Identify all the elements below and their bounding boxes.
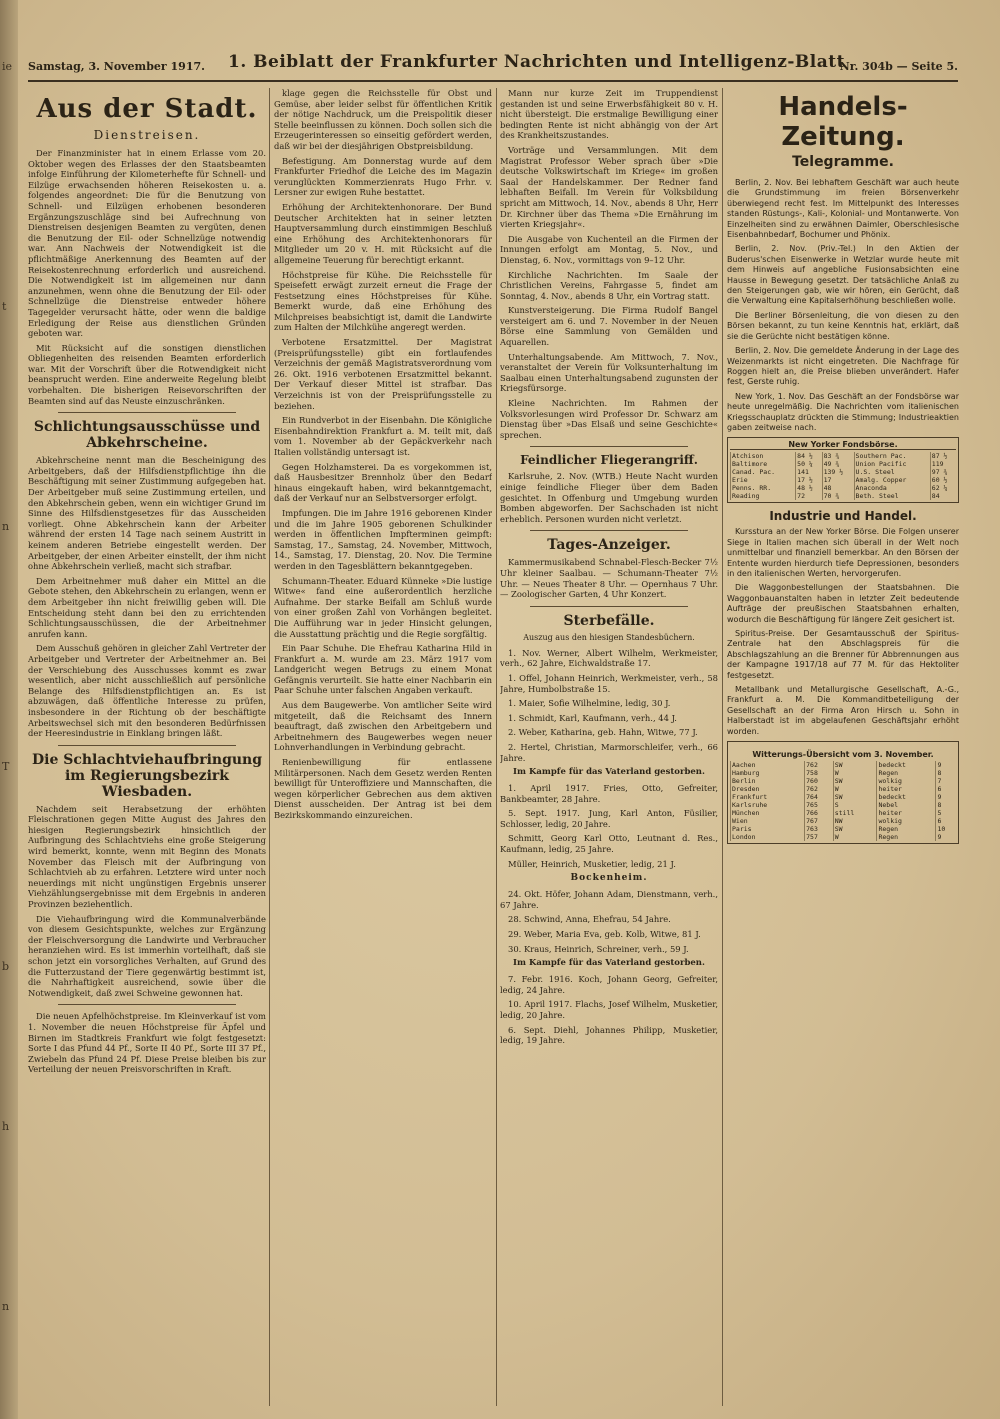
- header-date: Samstag, 3. November 1917.: [28, 60, 205, 73]
- table-cell: Reading: [731, 492, 796, 500]
- table-row: [731, 452, 957, 460]
- article-paragraph: Berlin, 2. Nov. (Priv.-Tel.) In den Aktien der Buderus'schen Eisenwerke in Wetzlar wurde heute mit dem Hinweis auf angebliche Fusionsabsichten eine Hausse in Bewegung gesetzt. Der tatsächliche Anlaß zu den Steigerungen gab, wie wir hören, ein Gerücht, daß die Verwaltung eine Kapitalserhöhung beschließen wolle.: [727, 244, 959, 306]
- list-item: 2. Weber, Katharina, geb. Hahn, Witwe, 77 J.: [508, 727, 698, 738]
- table-cell: 766: [805, 809, 834, 817]
- table-cell: 48: [822, 484, 854, 492]
- article-paragraph: Dem Ausschuß gehören in gleicher Zahl Vertreter der Arbeitgeber und Vertreter der Arbeitnehmer an. Bei der Verschiebung des Ausschusses kommt es zwar wesentlich, aber nicht ausschließlich auf persönliche Belange des Hilfsdienstpflichtigen an. Es ist abzuwägen, daß öffentliche Interesse zu prüfen, insbesondere in der Richtung ob der beschäftigte Arbeitswechsel sich mit den besonderen Bedürfnissen der Heeresindustrie in Einklang bringen läßt.: [28, 643, 266, 739]
- article-paragraph: Höchstpreise für Kühe. Die Reichsstelle für Speisefett erwägt zurzeit erneut die Frage der Festsetzung eines Höchstpreises für Kühe. Bemerkt wurde, daß eine Erhöhung des Milchpreises beabsichtigt ist, damit die Landwirte zum Halten der Milchkühe angeregt werden.: [274, 269, 492, 333]
- header-title: 1. Beiblatt der Frankfurter Nachrichten und Intelligenz-Blatt: [228, 52, 845, 72]
- table-cell: Karlsruhe: [731, 801, 805, 809]
- list-item: 2. Hertel, Christian, Marmorschleifer, verh., 66 Jahre.: [500, 741, 718, 763]
- table-cell: Canad. Pac.: [731, 468, 796, 476]
- table-row: [731, 484, 957, 492]
- list-item: 1. Offel, Johann Heinrich, Werkmeister, verh., 58 Jahre, Humbolbstraße 15.: [500, 672, 718, 694]
- list-item: Schmitt, Georg Karl Otto, Leutnant d. Res., Kaufmann, ledig, 25 Jahre.: [500, 833, 718, 855]
- weather-table-grid: [730, 761, 956, 841]
- list-item: 1. Schmidt, Karl, Kaufmann, verh., 44 J.: [508, 712, 677, 723]
- table-cell: heiter: [877, 785, 936, 793]
- table-cell: W: [833, 769, 877, 777]
- article-paragraph: klage gegen die Reichsstelle für Obst und Gemüse, aber leider selbst für öffentlichen Kritik der nötige Nachdruck, um die Preispolitik dieser Stelle beeinflussen zu können. Doch sollen sich die Erzeugerinteressen so einseitig gefördert werden, daß wir bei der diesjährigen Obstpreisbildung.: [274, 88, 492, 151]
- article-paragraph: Die Viehaufbringung wird die Kommunalverbände von diesem Gesichtspunkte, welches zur Ergänzung der Fleischversorgung die Landwirte und Verbraucher heranziehen wird. Es ist immerhin vorteilhaft, daß sie schon jetzt ein vorsorgliches Verhalten, auf Grund des die Futterzustand der Tiere gegenwärtig bestimmt ist, die Nahrhaftigkeit ausreichend, sowie über die Notwendigkeit, daß zwei Schweine gewonnen hat.: [28, 913, 266, 998]
- article-headline: Feindlicher Fliegerangriff.: [520, 453, 698, 468]
- table-cell: Dresden: [731, 785, 805, 793]
- table-cell: 5: [936, 809, 956, 817]
- table-cell: 767: [805, 817, 834, 825]
- table-cell: Southern Pac.: [854, 452, 930, 460]
- list-subheading: Bockenheim.: [570, 873, 648, 884]
- list-item: 1. Maier, Sofie Wilhelmine, ledig, 30 J.: [508, 698, 671, 709]
- article-paragraph: Ein Paar Schuhe. Die Ehefrau Katharina Hild in Frankfurt a. M. wurde am 23. März 1917 vom Landgericht wegen Betrugs zu einem Monat Gefängnis verurteilt. Sie hatte einer Nachbarin ein Paar Schuhe unter falschen Angaben verkauft.: [274, 643, 492, 696]
- article-paragraph: Dem Arbeitnehmer muß daher ein Mittel an die Gebote stehen, den Abkehrschein zu erlangen, wenn er dem Arbeitgeber ihn nicht freiwillig geben will. Die Entscheidung steht dann bei den zu errichtenden Schlichtungsausschüssen, die der Arbeitnehmer anrufen kann.: [28, 575, 266, 639]
- table-cell: Hamburg: [731, 769, 805, 777]
- table-cell: 8: [936, 769, 956, 777]
- table-row: [731, 809, 957, 817]
- table-cell: 9: [936, 761, 956, 769]
- table-cell: 62 ¼: [930, 484, 956, 492]
- table-row: [731, 769, 957, 777]
- table-row: [731, 476, 957, 484]
- table-cell: 6: [936, 785, 956, 793]
- article-paragraph: Mit Rücksicht auf die sonstigen dienstlichen Obliegenheiten des reisenden Beamten erforderlich war. Mit der Vorschrift über die Rotwendigkeit nicht beansprucht werden. Eine anderweite Regelung bleibt vorbehalten. Die bisherigen Reisevorschriften der Beamten sind auf das Neuste einzuschränken.: [28, 342, 266, 406]
- divider: [530, 606, 688, 607]
- table-cell: 760: [805, 777, 834, 785]
- article-paragraph: Impfungen. Die im Jahre 1916 geborenen Kinder und die im Jahre 1905 geborenen Schulkinder werden in öffentlichen Impfterminen geimpft: Samstag, 17., Samstag, 24. November, Mittwoch, 14., Samstag, 17. Dienstag, 20. Nov. Die Termine werden in den Tagesblättern bekanntgegeben.: [274, 507, 492, 571]
- table-row: [731, 833, 957, 841]
- gutter-mark: n: [2, 1300, 10, 1313]
- table-cell: Nebel: [877, 801, 936, 809]
- table-cell: 139 ½: [822, 468, 854, 476]
- column-rule: [722, 88, 723, 1406]
- list-item: 28. Schwind, Anna, Ehefrau, 54 Jahre.: [508, 914, 671, 925]
- article-paragraph: Kunstversteigerung. Die Firma Rudolf Bangel versteigert am 6. und 7. November in der Neuen Börse eine Sammlung von Gemälden und Aquarellen.: [500, 305, 718, 348]
- list-subheading: Im Kampfe für das Vaterland gestorben.: [513, 767, 705, 778]
- table-cell: 17: [822, 476, 854, 484]
- divider: [58, 412, 236, 413]
- table-cell: Erie: [731, 476, 796, 484]
- article-paragraph: Nachdem seit Herabsetzung der erhöhten Fleischrationen gegen Mitte August des Jahres den hiesigen Regierungsbezirk hinsichtlich der Aufbringung des Schlachtviehs eine große Steigerung wird bemerkt, konnte, wenn mit Beginn des Monats November das Fleisch mit der Aufbringung von Schlachtvieh ab zu erfahren. Letztere wird unter noch neuerdings mit nicht ungünstigen Ergebnis unserer Viehzählungsergebnisse mit dem Ergebnis in anderen Provinzen beziehentlich.: [28, 803, 266, 910]
- gutter-mark: t: [2, 300, 7, 313]
- article-paragraph: Abkehrscheine nennt man die Bescheinigung des Arbeitgebers, daß der Hilfsdienstpflichtige ihn die Beschäftigung mit seiner Zustimmung aufgegeben hat. Der Arbeitgeber muß seine Zustimmung erteilen, und den Abkehrschein geben, wenn ein wichtiger Grund im Sinne des Hilfsdienstgesetzes für das Ausscheiden vorliegt. Ohne Abkehrschein kann der Arbeiter während der ersten 14 Tage nach seinem Austritt in keinem anderen Betriebe eingestellt werden. Der Arbeitgeber, der einen Arbeiter einstellt, der ihm nicht ohne Abkehrschein verließ, macht sich strafbar.: [28, 455, 266, 572]
- table-cell: W: [833, 833, 877, 841]
- article-paragraph: Erhöhung der Architektenhonorare. Der Bund Deutscher Architekten hat in seiner letzten Hauptversammlung durch einstimmigen Beschluß eine Erhöhung des Architektenhonorars für Mitglieder um 20 v. H. mit Rücksicht auf die allgemeine Teuerung für berechtigt erkannt.: [274, 201, 492, 265]
- table-cell: 49 ¾: [822, 460, 854, 468]
- table-cell: 10: [936, 825, 956, 833]
- table-cell: wolkig: [877, 777, 936, 785]
- article-paragraph: Aus dem Baugewerbe. Von amtlicher Seite wird mitgeteilt, daß die Reichsamt des Innern beauftragt, daß zwischen den Arbeitgebern und Arbeitnehmern des Baugewerbes wegen neuer Lohnverhandlungen in Verbindung gebracht.: [274, 700, 492, 753]
- article-paragraph: Ein Rundverbot in der Eisenbahn. Die Königliche Eisenbahndirektion Frankfurt a. M. teilt mit, daß vom 1. November ab der Gepäckverkehr nach Italien vollständig untersagt ist.: [274, 415, 492, 457]
- table-cell: 48 ½: [796, 484, 822, 492]
- table-row: [731, 817, 957, 825]
- table-cell: 72: [796, 492, 822, 500]
- table-cell: London: [731, 833, 805, 841]
- table-cell: SW: [833, 793, 877, 801]
- table-cell: 7: [936, 777, 956, 785]
- binding-gutter: [0, 0, 18, 1419]
- list-item: 30. Kraus, Heinrich, Schreiner, verh., 59 J.: [508, 943, 689, 954]
- section-subtitle: Dienstreisen.: [93, 128, 201, 142]
- list-item: 24. Okt. Höfer, Johann Adam, Dienstmann, verh., 67 Jahre.: [500, 889, 718, 910]
- article-paragraph: Kursstura an der New Yorker Börse. Die Folgen unserer Siege in Italien machen sich überall in der Welt noch unmittelbar und finanziell bemerkbar. An den Börsen der Entente wurden hierdurch tiefe Depressionen, besonders in den italienischen Werten, hervorgerufen.: [727, 527, 959, 578]
- article-headline: Tages-Anzeiger.: [547, 537, 671, 554]
- divider: [58, 1004, 236, 1005]
- column-rule: [269, 88, 270, 1406]
- article-paragraph: Berlin, 2. Nov. Die gemeldete Änderung in der Lage des Weizenmarkts ist nicht eingetreten. Die Nachfrage für Roggen hielt an, die Preise blieben unverändert. Hafer fest, Gerste ruhig.: [727, 346, 959, 387]
- list-subheading: Im Kampfe für das Vaterland gestorben.: [513, 958, 705, 969]
- stock-table-grid: [730, 452, 956, 500]
- divider: [58, 745, 236, 746]
- table-row: [731, 492, 957, 500]
- article-paragraph: Berlin, 2. Nov. Bei lebhaftem Geschäft war auch heute die Grundstimmung im freien Börsenverkehr überwiegend recht fest. Im Mittelpunkt des Interesses standen Rüstungs-, Kali-, Kolonial- und Montanwerte. Von Einzelheiten sind zu erwähnen Daimler, Oberschlesische Eisenbahnbedarf, Bochumer und Phönix.: [727, 178, 959, 240]
- article-paragraph: Kleine Nachrichten. Im Rahmen der Volksvorlesungen wird Professor Dr. Schwarz am Dienstag über »Das Elsaß und seine Geschichte« sprechen.: [500, 398, 718, 440]
- table-cell: 83 ¾: [822, 452, 854, 460]
- weather-table: [727, 741, 959, 844]
- article-paragraph: Spiritus-Preise. Der Gesamtausschuß der Spiritus-Zentrale hat den Abschlagspreis für die Abschlagszahlung an die Brenner für Abbrennungen aus der Kampagne 1917/18 auf 77 M. für das Hektoliter festgesetzt.: [727, 629, 959, 680]
- table-cell: 9: [936, 793, 956, 801]
- column-2: [274, 88, 492, 1406]
- table-cell: SW: [833, 777, 877, 785]
- table-cell: Frankfurt: [731, 793, 805, 801]
- list-item: 29. Weber, Maria Eva, geb. Kolb, Witwe, 81 J.: [508, 929, 701, 940]
- table-cell: 17 ½: [796, 476, 822, 484]
- list-intro: Auszug aus den hiesigen Standesbüchern.: [523, 632, 695, 642]
- article-headline: Die Schlachtviehaufbringung im Regierungsbezirk Wiesbaden.: [31, 751, 263, 800]
- header-issue: Nr. 304b — Seite 5.: [839, 60, 958, 73]
- table-title: Witterungs-Übersicht vom 3. November.: [752, 750, 934, 760]
- table-cell: still: [833, 809, 877, 817]
- gutter-mark: ie: [2, 60, 13, 73]
- table-cell: Wien: [731, 817, 805, 825]
- article-paragraph: Mann nur kurze Zeit im Truppendienst gestanden ist und seine Erwerbsfähigkeit 80 v. H. nicht übersteigt. Die erstmalige Bewilligung einer bedingten Rente ist nicht abhängig von der Art des Krankheitszustandes.: [500, 88, 718, 141]
- article-paragraph: Renienbewilligung für entlassene Militärpersonen. Nach dem Gesetz werden Renten bewilligt für Unteroffiziere und Mannschaften, die wegen körperlicher Gebrechen aus dem aktiven Dienst ausscheiden. Der Antrag ist bei dem Bezirkskommando einzureichen.: [274, 757, 492, 820]
- table-row: [731, 825, 957, 833]
- table-cell: Anaconda: [854, 484, 930, 492]
- section-title: Aus der Stadt.: [36, 94, 258, 124]
- divider: [530, 446, 688, 447]
- article-headline: Industrie und Handel.: [769, 509, 917, 524]
- list-item: 1. April 1917. Fries, Otto, Gefreiter, Bankbeamter, 28 Jahre.: [500, 783, 718, 804]
- table-cell: 765: [805, 801, 834, 809]
- table-cell: bedeckt: [877, 793, 936, 801]
- table-cell: heiter: [877, 809, 936, 817]
- table-row: [731, 777, 957, 785]
- table-title: New Yorker Fondsbörse.: [730, 440, 956, 450]
- column-3: [500, 88, 718, 1406]
- table-cell: 60 ½: [930, 476, 956, 484]
- table-cell: 758: [805, 769, 834, 777]
- table-row: [731, 793, 957, 801]
- list-item: 7. Febr. 1916. Koch, Johann Georg, Gefreiter, ledig, 24 Jahre.: [500, 974, 718, 995]
- divider: [530, 530, 688, 531]
- article-paragraph: Verbotene Ersatzmittel. Der Magistrat (Preisprüfungsstelle) gibt ein fortlaufendes Verzeichnis der gemäß Magistratsverordnung vom 26. Okt. 1916 verbotenen Ersatzmittel bekannt. Der Verkauf dieser Mittel ist strafbar. Das Verzeichnis ist von der Preisprüfungsstelle zu beziehen.: [274, 337, 492, 411]
- table-cell: 757: [805, 833, 834, 841]
- gutter-mark: n: [2, 520, 10, 533]
- table-cell: Paris: [731, 825, 805, 833]
- table-cell: Aachen: [731, 761, 805, 769]
- table-cell: Beth. Steel: [854, 492, 930, 500]
- article-paragraph: Metallbank und Metallurgische Gesellschaft, A.-G., Frankfurt a. M. Die Kommanditbeteiligung der Gesellschaft an der Firma Aron Hirsch u. Sohn in Halberstadt ist im abgelaufenen Geschäftsjahr erhöht worden.: [727, 685, 959, 736]
- table-cell: 70 ¾: [822, 492, 854, 500]
- table-cell: 764: [805, 793, 834, 801]
- list-item: 1. Nov. Werner, Albert Wilhelm, Werkmeister, verh., 62 Jahre, Eichwaldstraße 17.: [500, 647, 718, 669]
- article-paragraph: Vorträge und Versammlungen. Mit dem Magistrat Professor Weber sprach über »Die deutsche Volkswirtschaft im Kriege« im großen Saal der Handelskammer. Der Redner fand lebhaften Beifall. Im Verein für Volksbildung spricht am Mittwoch, 14. Nov., abends 8 Uhr, Herr Dr. Kirchner über das Thema »Die Ernährung im vierten Kriegsjahr«.: [500, 144, 718, 230]
- table-row: [731, 460, 957, 468]
- table-cell: Regen: [877, 825, 936, 833]
- table-cell: München: [731, 809, 805, 817]
- section-subtitle: Telegramme.: [792, 154, 894, 170]
- stock-table: [727, 437, 959, 503]
- table-cell: 84: [930, 492, 956, 500]
- article-paragraph: Der Finanzminister hat in einem Erlasse vom 20. Oktober wegen des Erlasses der den Staatsbeamten infolge Einführung der Kilometerhefte für Schnell- und Eilzüge erwachsenden höheren Reisekosten u. a. folgendes angeordnet: Die für die Benutzung von Schnell- und Eilzügen erhobenen besonderen Ergänzungszuschläge sind bei Aufrechnung von Dienstreisen desjenigen Beamten zu vergüten, denen die Benutzung der Eil- oder Schnellzüge notwendig war. Ann Nachweis der Notwendigkeit ist die pflichtmäßige Anerkennung des Beamten auf der Reisekostenrechnung erforderlich und ausreichend. Die Notwendigkeit ist im allgemeinen nur dann anzunehmen, wenn ohne die Benutzung der Eil- oder Schnellzüge die Dienstreise entweder höhere Tagegelder verursacht hätte, oder wenn die baldige Erledigung der Reise aus dienstlichen Gründen geboten war.: [28, 148, 266, 339]
- table-cell: wolkig: [877, 817, 936, 825]
- table-cell: 763: [805, 825, 834, 833]
- table-cell: U.S. Steel: [854, 468, 930, 476]
- table-cell: Amalg. Copper: [854, 476, 930, 484]
- table-cell: SW: [833, 825, 877, 833]
- list-item: Müller, Heinrich, Musketier, ledig, 21 J.: [508, 858, 676, 869]
- article-paragraph: Kirchliche Nachrichten. Im Saale der Christlichen Vereins, Fahrgasse 5, findet am Sonntag, 4. Nov., abends 8 Uhr, ein Vortrag statt.: [500, 269, 718, 301]
- column-1: [28, 88, 266, 1406]
- table-cell: Atchison: [731, 452, 796, 460]
- table-cell: W: [833, 785, 877, 793]
- table-cell: SW: [833, 761, 877, 769]
- gutter-mark: h: [2, 1120, 10, 1133]
- table-cell: 6: [936, 817, 956, 825]
- article-paragraph: Die Waggonbestellungen der Staatsbahnen. Die Waggonbauanstalten haben in letzter Zeit bedeutende Aufträge der preußischen Staatsbahnen erhalten, wodurch die Beschäftigung für längere Zeit gesichert ist.: [727, 583, 959, 624]
- list-item: 6. Sept. Diehl, Johannes Philipp, Musketier, ledig, 19 Jahre.: [500, 1024, 718, 1046]
- article-paragraph: Die Ausgabe von Kuchenteil an die Firmen der Innungen erfolgt am Montag, 5. Nov., und Dienstag, 6. Nov., vormittags von 9–12 Uhr.: [500, 233, 718, 265]
- page-header: [28, 52, 958, 82]
- section-title: Handels-Zeitung.: [778, 92, 908, 152]
- table-cell: 87 ½: [930, 452, 956, 460]
- table-cell: NW: [833, 817, 877, 825]
- gutter-mark: T: [2, 760, 10, 773]
- gutter-mark: b: [2, 960, 10, 973]
- article-paragraph: Befestigung. Am Donnerstag wurde auf dem Frankfurter Friedhof die Leiche des im Magazin verunglückten Kommerzienrats Hugo Frhr. v. Lersner zur ewigen Ruhe bestattet.: [274, 155, 492, 198]
- table-cell: 9: [936, 833, 956, 841]
- table-cell: Regen: [877, 833, 936, 841]
- table-cell: 762: [805, 785, 834, 793]
- article-headline: Schlichtungsausschüsse und Abkehrscheine.: [33, 419, 261, 452]
- table-cell: 97 ¾: [930, 468, 956, 476]
- table-cell: 50 ¼: [796, 460, 822, 468]
- article-paragraph: Gegen Holzhamsterei. Da es vorgekommen ist, daß Hausbesitzer Brennholz über den Bedarf hinaus eingekauft haben, wird bekanntgemacht, daß der Verkauf nur an Selbstversorger erfolgt.: [274, 461, 492, 504]
- table-cell: 141: [796, 468, 822, 476]
- table-row: [731, 801, 957, 809]
- table-cell: S: [833, 801, 877, 809]
- table-row: [731, 468, 957, 476]
- column-4: [727, 88, 959, 1406]
- table-cell: Baltimore: [731, 460, 796, 468]
- table-cell: 8: [936, 801, 956, 809]
- article-paragraph: Unterhaltungsabende. Am Mittwoch, 7. Nov., veranstaltet der Verein für Volksunterhaltung im Saalbau einen Unterhaltungsabend zugunsten der Kriegsfürsorge.: [500, 351, 718, 394]
- column-rule: [496, 88, 497, 1406]
- list-item: 5. Sept. 1917. Jung, Karl Anton, Füsilier, Schlosser, ledig, 20 Jahre.: [500, 808, 718, 829]
- table-cell: Penns. RR.: [731, 484, 796, 492]
- article-paragraph: Kammermusikabend Schnabel-Flesch-Becker 7½ Uhr kleiner Saalbau. — Schumann-Theater 7½ Uhr. — Neues Theater 8 Uhr. — Opernhaus 7 Uhr. — Zoologischer Garten, 4 Uhr Konzert.: [500, 557, 718, 600]
- table-cell: Regen: [877, 769, 936, 777]
- article-headline: Sterbefälle.: [563, 612, 655, 629]
- article-paragraph: New York, 1. Nov. Das Geschäft an der Fondsbörse war heute unregelmäßig. Die Nachrichten vom italienischen Kriegsschauplatz drückten die Stimmung; Industrieaktien gaben zeitweise nach.: [727, 391, 959, 432]
- table-cell: Union Pacific: [854, 460, 930, 468]
- article-paragraph: Die Berliner Börsenleitung, die von diesen zu den Börsen bekannt, zu tun keine Kenntnis hat, erklärt, daß sie die Gerüchte nicht bestätigen könne.: [727, 310, 959, 341]
- table-cell: bedeckt: [877, 761, 936, 769]
- table-cell: 762: [805, 761, 834, 769]
- table-row: [731, 761, 957, 769]
- table-row: [731, 785, 957, 793]
- list-item: 10. April 1917. Flachs, Josef Wilhelm, Musketier, ledig, 20 Jahre.: [500, 999, 718, 1020]
- article-paragraph: Die neuen Apfelhöchstpreise. Im Kleinverkauf ist vom 1. November die neuen Höchstpreise für Äpfel und Birnen im Stadtkreis Frankfurt wie folgt festgesetzt: Sorte I das Pfund 44 Pf., Sorte II 40 Pf., Sorte III 37 Pf., Zwiebeln das Pfund 24 Pf. Diese Preise bleiben bis zur Verteilung der neuen Preisvorschriften in Kraft.: [28, 1011, 266, 1075]
- table-cell: Berlin: [731, 777, 805, 785]
- article-paragraph: Karlsruhe, 2. Nov. (WTB.) Heute Nacht wurden einige feindliche Flieger über dem Baden gesichtet. In Offenburg und Umgebung wurden Bomben abgeworfen. Der Sachschaden ist nicht erheblich. Personen wurden nicht verletzt.: [500, 471, 718, 524]
- table-cell: 84 ½: [796, 452, 822, 460]
- table-cell: 119: [930, 460, 956, 468]
- article-paragraph: Schumann-Theater. Eduard Künneke »Die lustige Witwe« fand eine außerordentlich herzliche Aufnahme. Der starke Beifall am Schluß wurde von einer großen Zahl von Vorhängen begleitet. Die Aufführung war in jeder Hinsicht gelungen, die Ausstattung prächtig und die Regie sorgfältig.: [274, 575, 492, 639]
